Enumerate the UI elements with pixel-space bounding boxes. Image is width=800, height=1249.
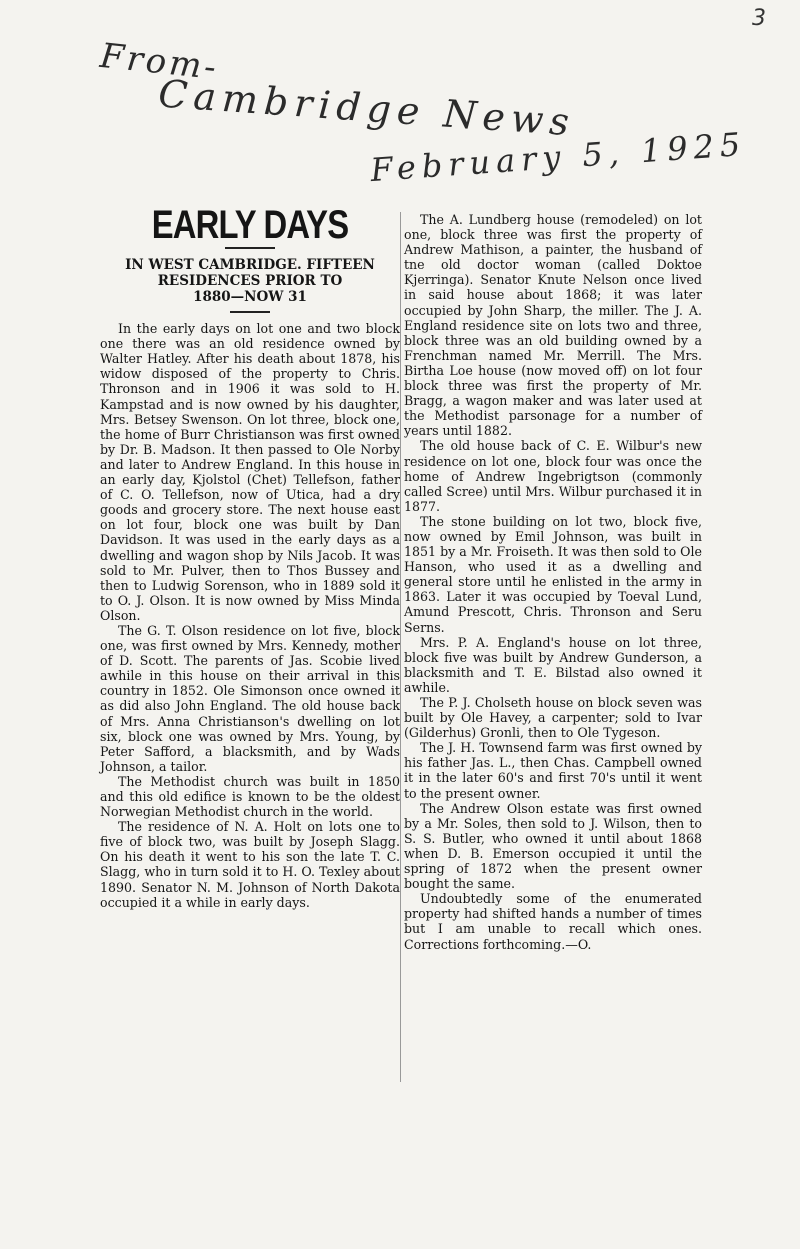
paragraph: Undoubtedly some of the enumerated property had shifted hands a number of times but I am unable to recall which ones. Corrections forthcoming.—O. [404, 891, 702, 952]
subhead-line: RESIDENCES PRIOR TO [157, 273, 343, 290]
paragraph: The stone building on lot two, block five, now owned by Emil Johnson, was built in 1851 by a Mr. Froiseth. It was then sold to Ole Hanson, who used it as a dwelling and general store until he enlisted in the army in 1863. Later it was occupied by Toeval Lund, Amund Prescott, Chris. Thronson and Seru Serns. [404, 513, 702, 635]
paragraph: The A. Lundberg house (remodeled) on lot one, block three was first the property of Andrew Mathison, a painter, the husband of tne old doctor woman (called Doktoe Kjerringa). Senator Knute Nelson once lived in said house about 1868; it was later occupied by John Sharp, the miller. The J. A. England residence site on lots two and three, block three was an old building owned by a Frenchman named Mr. Merrill. The Mrs. Birtha Loe house (now moved off) on lot four block three was first the property of Mr. Bragg, a wagon maker and was later used at the Methodist parsonage for a number of years until 1882. [404, 212, 702, 439]
handwritten-source: Cambridge News [156, 71, 577, 145]
subhead-line: 1880—NOW 31 [193, 289, 307, 306]
paragraph: The residence of N. A. Holt on lots one to five of block two, was built by Joseph Slagg. On his death it went to his son the late T. C. Slagg, who in turn sold it to H. O. Texley about 1890. Senator N. M. Johnson of North Dakota occupied it a while in early days. [100, 819, 400, 910]
subhead-line: IN WEST CAMBRIDGE. FIFTEEN [125, 257, 375, 274]
paragraph: In the early days on lot one and two block one there was an old residence owned by Walter Hatley. After his death about 1878, his widow disposed of the property to Chris. Thronson and in 1906 it was sold to H. Kampstad and is now owned by his daughter, Mrs. Betsey Swenson. On lot three, block one, the home of Burr Christianson was first owned by Dr. B. Madson. It then passed to Ole Norby and later to Andrew England. In this house in an early day, Kjolstol (Chet) Tellefson, father of C. O. Tellefson, now of Utica, had a dry goods and grocery store. The next house east on lot four, block one was built by Dan Davidson. It was used in the early days as a dwelling and wagon shop by Nils Jacob. It was sold to Mr. Pulver, then to Thos Bussey and then to Ludwig Sorenson, who in 1889 sold it to O. J. Olson. It is now owned by Miss Minda Olson. [100, 321, 400, 623]
paragraph: The Methodist church was built in 1850 and this old edifice is known to be the oldest Norwegian Methodist church in the world. [100, 773, 400, 820]
left-column [100, 203, 400, 910]
headline-rule [225, 247, 275, 249]
handwritten-date: February 5, 1925 [369, 124, 748, 190]
newspaper-clipping [96, 203, 702, 1082]
paragraph: The Andrew Olson estate was first owned by a Mr. Soles, then sold to J. Wilson, then to S. S. Butler, who owned it until about 1868 when D. B. Emerson occupied it until the spring of 1872 when the present owner bought the same. [404, 800, 702, 892]
subheadline [100, 257, 400, 305]
subhead-rule [230, 311, 270, 313]
headline: EARLY DAYS [151, 203, 349, 247]
page-number: 3 [752, 6, 766, 31]
paragraph: The J. H. Townsend farm was first owned by his father Jas. L., then Chas. Campbell owned it in the later 60's and first 70's until it went to the present owner. [404, 740, 702, 801]
handwritten-from: From- [98, 35, 221, 89]
right-column [404, 212, 702, 952]
column-divider [400, 212, 401, 1082]
paragraph: The G. T. Olson residence on lot five, block one, was first owned by Mrs. Kennedy, mother of D. Scott. The parents of Jas. Scobie lived awhile in this house on their arrival in this country in 1852. Ole Simonson once owned it as did also John England. The old house back of Mrs. Anna Christianson's dwelling on lot six, block one was owned by Mrs. Young, by Peter Safford, a blacksmith, and by Wads Johnson, a tailor. [100, 622, 400, 774]
paragraph: The old house back of C. E. Wilbur's new residence on lot one, block four was once the home of Andrew Ingebrigtson (commonly called Scree) until Mrs. Wilbur purchased it in 1877. [404, 438, 702, 514]
paragraph: The P. J. Cholseth house on block seven was built by Ole Havey, a carpenter; sold to Ivar (Gilderhus) Gronli, then to Ole Tygeson. [404, 695, 702, 741]
paragraph: Mrs. P. A. England's house on lot three, block five was built by Andrew Gunderson, a blacksmith and T. E. Bilstad also owned it awhile. [404, 634, 702, 695]
